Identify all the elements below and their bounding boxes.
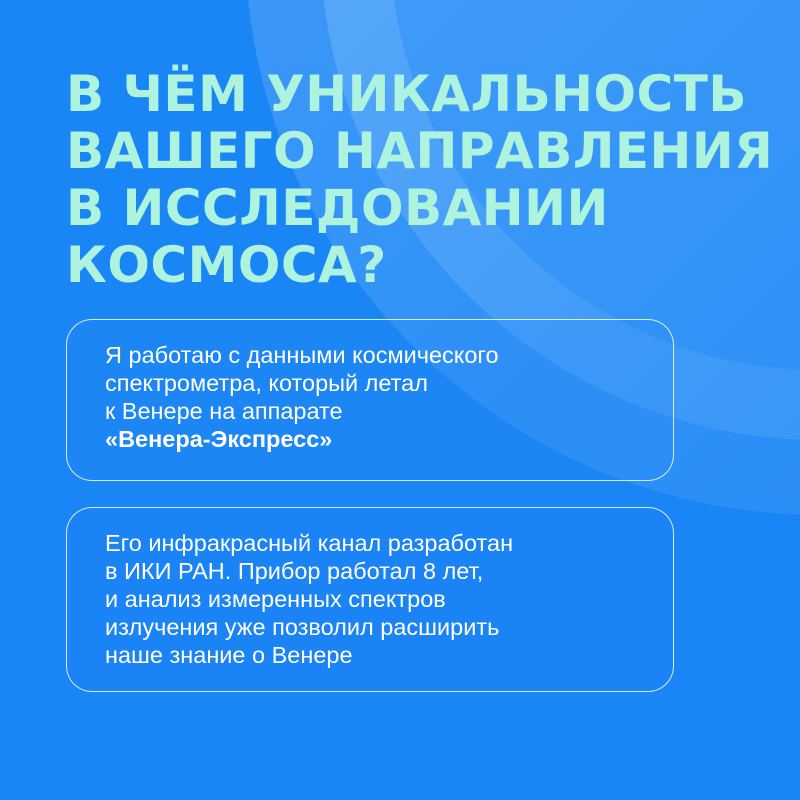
card-2-line-4: излучения уже позволил расширить <box>105 614 500 640</box>
headline <box>66 65 774 294</box>
answer-card-1-text <box>105 341 653 453</box>
headline-line-4: КОСМОСА? <box>66 236 387 294</box>
card-2-line-2: в ИКИ РАН. Прибор работал 8 лет, <box>105 558 484 584</box>
card-2-line-3: и анализ измеренных спектров <box>105 586 446 612</box>
headline-line-2: ВАШЕГО НАПРАВЛЕНИЯ <box>66 122 774 180</box>
answer-card-1 <box>66 319 674 481</box>
card-2-line-1: Его инфракрасный канал разработан <box>105 530 514 556</box>
headline-line-1: В ЧЁМ УНИКАЛЬНОСТЬ <box>66 65 747 123</box>
card-1-mission-name: «Венера-Экспресс» <box>105 426 333 452</box>
headline-line-3: В ИССЛЕДОВАНИИ <box>66 179 609 237</box>
card-1-line-3: к Венере на аппарате <box>105 398 343 424</box>
card-1-line-2: спектрометра, который летал <box>105 370 428 396</box>
card-1-line-1: Я работаю с данными космического <box>105 342 499 368</box>
answer-card-2 <box>66 507 674 692</box>
answer-card-2-text <box>105 529 653 669</box>
card-2-line-5: наше знание о Венере <box>105 642 353 668</box>
